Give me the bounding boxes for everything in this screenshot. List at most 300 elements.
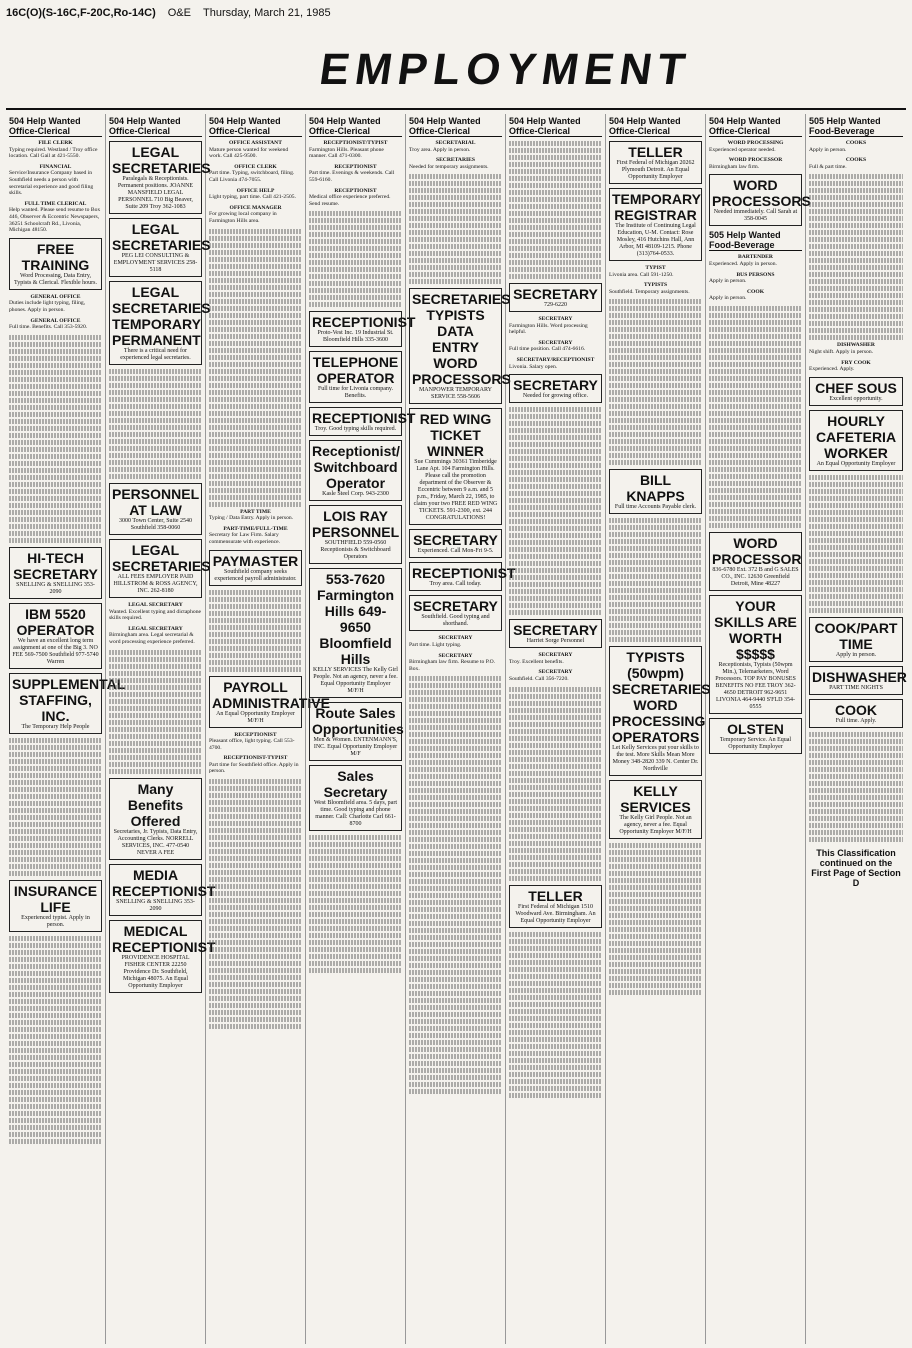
- ad-title: WORD PROCESSOR: [728, 157, 783, 164]
- display-ad-text: Troy. Good typing skills required.: [314, 426, 397, 433]
- display-ad-title: TELLER: [528, 887, 583, 904]
- display-ad-text: The Kelly Girl People. Not an agency, never a fee. Equal Opportunity Employer M/F/H: [619, 815, 692, 836]
- issue-date: Thursday, March 21, 1985: [202, 7, 331, 19]
- ad-text: Mature person wanted for weekend work. Call 425-9500.: [209, 146, 289, 160]
- display-ad-text: West Bloomfield area. 5 days, part time. Good typing and phone manner. Call: Charlotte Carl 661-8700: [314, 800, 397, 828]
- display-ad-text: First Federal of Michigan 20262 Plymouth Detroit. An Equal Opportunity Employer: [616, 160, 695, 180]
- ad-title: BARTENDER: [738, 254, 773, 261]
- ad-text: Pleasant office, light typing. Call 553-4700.: [209, 738, 295, 751]
- ad-text: Farmington Hills. Pleasant phone manner. Call 471-0300.: [309, 146, 384, 160]
- display-ad-text: ALL FEES EMPLOYER PAID HILLSTROM & ROSS AGENCY, INC. 262-8180: [113, 574, 198, 594]
- display-ad: [9, 603, 102, 669]
- ad-text: Part time. Light typing.: [409, 641, 462, 648]
- classified-ad: [109, 602, 202, 622]
- display-ad-title: HI-TECH SECRETARY: [13, 549, 98, 582]
- classified-ad: [809, 342, 903, 355]
- display-ad-text: Secretaries, Jr. Typists, Data Entry, Accounting Clerks. NORRELL SERVICES, INC. 477-0540 NEVER A FEE: [113, 828, 198, 856]
- ad-text: Birmingham law firm.: [709, 163, 760, 170]
- page-folio: 16C(O)(S-16C,F-20C,Ro-14C): [6, 7, 156, 19]
- display-ad: [609, 141, 702, 184]
- ad-text: Experienced operator needed.: [709, 146, 776, 153]
- ad-text: Experienced. Apply.: [809, 366, 855, 373]
- display-ad-text: Kasle Steel Corp. 943-2300: [322, 491, 389, 498]
- ad-text: Part time. Typing, switchboard, filing. Call Livonia 474-7055.: [209, 170, 295, 183]
- ad-title: GENERAL OFFICE: [30, 293, 81, 300]
- display-ad-text: Southfield. Good typing and shorthand.: [421, 614, 490, 628]
- display-ad: [609, 188, 702, 261]
- display-ad: [609, 646, 711, 776]
- ad-title: RECEPTIONIST/TYPIST: [323, 140, 388, 146]
- column-heading: 504 Help Wanted Office-Clerical: [409, 116, 502, 137]
- classified-ad: [9, 140, 102, 160]
- classified-ad: [109, 626, 202, 646]
- display-ad-text: SNELLING & SNELLING 353-2090: [16, 581, 95, 595]
- ad-text: Typing required. Westland / Troy office location. Call Gail at 421-5550.: [9, 146, 98, 160]
- ad-text: Apply in person.: [709, 278, 747, 285]
- display-ad-title: LEGAL SECRETARIES: [112, 144, 211, 176]
- display-ad: [609, 469, 702, 514]
- display-ad-title: TEMPORARY REGISTRAR: [612, 191, 701, 223]
- ad-title: SECRETARY: [438, 652, 473, 659]
- display-ad: [109, 539, 211, 598]
- display-ad-title: BILL KNAPPS: [626, 472, 685, 505]
- display-ad: [309, 440, 402, 501]
- ad-text: Livonia area. Call 591-1250.: [609, 271, 674, 278]
- ad-title: SECRETARIES: [435, 157, 476, 164]
- ad-title: DISHWASHER: [837, 342, 875, 349]
- ad-title: LEGAL SECRETARY: [128, 602, 183, 608]
- column-1: [6, 114, 126, 1344]
- display-ad: [309, 407, 416, 436]
- ad-text: Wanted. Excellent typing and dictaphone skills required.: [109, 608, 201, 622]
- ad-text: Typing / Data Entry. Apply in person.: [209, 515, 294, 522]
- display-ad-text: MANPOWER TEMPORARY SERVICE 558-5606: [418, 387, 493, 401]
- ad-title: COOKS: [845, 140, 867, 146]
- small-print: [209, 779, 302, 1029]
- classified-ad: [809, 360, 903, 373]
- display-ad-title: LEGAL SECRETARIES: [112, 542, 211, 574]
- ad-title: COOK: [746, 288, 765, 295]
- display-ad: [109, 920, 216, 993]
- classified-ad: [609, 265, 702, 278]
- display-ad: [309, 351, 402, 403]
- ad-text: Needed for temporary assignments.: [409, 163, 489, 170]
- ad-text: Apply in person.: [809, 146, 847, 153]
- classified-ad: [209, 188, 302, 201]
- display-ad-text: Southfield company seeks experienced payroll administrator.: [214, 568, 297, 582]
- display-ad-text: Paralegals & Receptionists. Permanent positions. JOANNE MANSFIELD LEGAL PERSONNEL 710 Big Beaver, Suite 209 Troy 362-1083: [117, 176, 194, 210]
- display-ad-text: 836-6780 Ext. 372 B and G SALES CO., INC. 12630 Greenfield Detroit, Mine 48227: [712, 566, 799, 587]
- classified-ad: [509, 357, 602, 370]
- small-print: [209, 229, 302, 507]
- display-ad-title: SECRETARY: [413, 532, 498, 549]
- display-ad: [809, 377, 903, 406]
- display-ad-text: Temporary Service. An Equal Opportunity Employer: [719, 736, 792, 750]
- display-ad-text: Full time Accounts Payable clerk.: [614, 504, 697, 511]
- column-heading: 505 Help Wanted Food-Beverage: [709, 230, 802, 251]
- small-print: [609, 843, 702, 995]
- display-ad: [509, 374, 602, 403]
- classified-ad: [309, 188, 402, 208]
- display-ad-text: First Federal of Michigan 1510 Woodward Ave. Birmingham. An Equal Opportunity Employer: [515, 903, 596, 924]
- ad-text: Full time. Benefits. Call 353-5920.: [9, 324, 88, 331]
- display-ad-text: There is a critical need for experienced legal secretaries.: [120, 348, 191, 361]
- display-ad: [309, 311, 416, 347]
- banner-title: EMPLOYMENT: [316, 45, 694, 94]
- ad-text: Troy. Excellent benefits.: [509, 658, 564, 665]
- ad-text: For growing local company in Farmington Hills area.: [209, 211, 277, 224]
- display-ad: [209, 550, 302, 586]
- ad-title: COOKS: [845, 157, 867, 164]
- classified-ad: [9, 201, 102, 234]
- display-ad: [309, 702, 402, 761]
- ad-title: SECRETARY: [438, 635, 473, 642]
- display-ad-text: Experienced. Call Mon-Fri 9-5.: [417, 548, 494, 555]
- display-ad: [709, 595, 802, 714]
- display-ad: [309, 505, 402, 564]
- display-ad-title: CHEF SOUS: [815, 379, 897, 396]
- classified-ad: [509, 669, 602, 682]
- ad-title: WORD PROCESSING: [727, 140, 784, 146]
- ad-text: Full time position. Call 474-6616.: [509, 346, 586, 353]
- ad-title: RECEPTIONIST: [234, 731, 277, 738]
- ad-title: OFFICE CLERK: [234, 163, 277, 170]
- display-ad-text: Harriet Sorge Personnel: [526, 638, 585, 645]
- ad-title: SECRETARY: [538, 669, 573, 676]
- display-ad-text: Sue Cummings 30361 Timberidge Lane Apt. 104 Farmington Hills. Please call the promotion department of the Observer & Eccentric between 9 a.m. and 5 p.m., Friday, March 22, 1985, to claim your two FREE RED WING TICKETS. 591-2300, ext. 244 CONGRATULATIONS!: [413, 459, 498, 522]
- ad-title: TYPIST: [645, 265, 666, 271]
- ad-title: FULL TIME CLERICAL: [24, 200, 87, 207]
- display-ad-title: SECRETARY: [413, 598, 498, 615]
- ad-title: PART-TIME/FULL-TIME: [223, 525, 288, 532]
- classified-ad: [509, 652, 602, 665]
- small-print: [809, 174, 903, 340]
- display-ad-title: RECEPTIONIST: [312, 314, 416, 331]
- display-ad-title: WORD PROCESSOR: [712, 534, 802, 567]
- display-ad-text: Let Kelly Services put your skills to the test. More Skills Mean More Money 348-2820 339 N. Center Dr. Northville: [612, 745, 699, 773]
- display-ad-title: TELEPHONE OPERATOR: [312, 354, 399, 387]
- display-ad-title: Receptionist/ Switchboard Operator: [312, 443, 400, 492]
- classified-ad: [709, 254, 802, 267]
- display-ad-title: IBM 5520 OPERATOR: [16, 605, 95, 638]
- ad-text: Night shift. Apply in person.: [809, 348, 874, 355]
- ad-title: RECEPTIONIST-TYPIST: [223, 755, 288, 762]
- display-ad: [309, 568, 402, 698]
- display-ad-text: An Equal Opportunity Employer M/F/H: [216, 710, 295, 724]
- small-print: [609, 518, 702, 642]
- classified-ad: [409, 653, 502, 673]
- display-ad: [509, 619, 602, 648]
- display-ad-title: OLSTEN: [727, 720, 784, 737]
- classified-ad: [509, 340, 602, 353]
- display-ad-text: PROVIDENCE HOSPITAL FISHER CENTER 22250 Providence Dr. Southfield, Michigan 48075. An Equal Opportunity Employer: [121, 954, 190, 989]
- ad-title: FINANCIAL: [39, 163, 72, 170]
- display-ad-text: SNELLING & SNELLING 353-2090: [116, 898, 195, 912]
- classified-ad: [409, 635, 502, 648]
- display-ad: [809, 666, 907, 695]
- small-print: [309, 211, 402, 307]
- display-ad-title: RECEPTIONIST: [312, 410, 416, 427]
- display-ad-text: KELLY SERVICES The Kelly Girl People. Not an agency, never a fee. Equal Opportunity Employer M/F/H: [313, 667, 398, 695]
- display-ad: [109, 141, 211, 214]
- display-ad-title: RED WING TICKET WINNER: [419, 411, 492, 460]
- display-ad-title: MEDICAL RECEPTIONIST: [112, 922, 216, 955]
- column-heading: 505 Help Wanted Food-Beverage: [809, 116, 903, 137]
- display-ad-text: PEG LEI CONSULTING & EMPLOYMENT SERVICES 258-5118: [113, 253, 198, 273]
- display-ad-text: PART TIME NIGHTS: [829, 684, 883, 691]
- display-ad: [809, 410, 903, 471]
- classified-ad: [609, 282, 702, 295]
- classified-ad: [309, 140, 402, 160]
- display-ad-title: TYPISTS (50wpm) SECRETARIES WORD PROCESSING OPERATORS: [612, 649, 711, 746]
- classified-ad: [409, 157, 502, 170]
- ad-title: SECRETARY: [538, 339, 573, 346]
- ad-text: Medical office experience preferred. Send resume.: [309, 194, 391, 207]
- small-print: [509, 687, 602, 881]
- column-heading: 504 Help Wanted Office-Clerical: [709, 116, 802, 137]
- column-7: [606, 114, 711, 1344]
- classified-ad: [9, 164, 102, 197]
- column-heading: 504 Help Wanted Office-Clerical: [9, 116, 102, 137]
- ad-title: TYPISTS: [643, 282, 668, 289]
- display-ad: [409, 562, 516, 591]
- column-heading: 504 Help Wanted Office-Clerical: [109, 116, 202, 137]
- display-ad-title: YOUR SKILLS ARE WORTH $$$$$: [714, 597, 797, 662]
- ad-text: Southfield. Temporary assignments.: [609, 288, 690, 295]
- column-3: [206, 114, 330, 1344]
- small-print: [109, 369, 202, 479]
- ad-text: Secretary for Law Firm. Salary commensurate with experience.: [209, 532, 280, 545]
- display-ad-text: Full time. Apply.: [835, 717, 877, 724]
- display-ad: [409, 288, 511, 404]
- ad-text: Duties include light typing, filing, phones. Apply in person.: [9, 300, 86, 313]
- display-ad: [9, 880, 102, 932]
- column-4: [306, 114, 416, 1344]
- display-ad-title: Many Benefits Offered: [127, 780, 184, 829]
- ad-text: Part time. Evenings & weekends. Call 559-6160.: [309, 170, 395, 183]
- display-ad-text: SOUTHFIELD 559-0560 Receptionists & Switchboard Operators: [320, 540, 391, 561]
- display-ad-title: SECRETARY: [513, 286, 598, 302]
- display-ad-title: LEGAL SECRETARIES: [112, 221, 211, 253]
- display-ad-title: MEDIA RECEPTIONIST: [112, 866, 216, 899]
- classified-ad: [809, 157, 903, 170]
- display-ad-title: HOURLY CAFETERIA WORKER: [815, 412, 897, 461]
- ad-text: Full & part time.: [809, 163, 847, 170]
- ad-text: Experienced. Apply in person.: [709, 260, 777, 267]
- display-ad-title: SECRETARY: [513, 377, 598, 394]
- classified-columns: [6, 114, 906, 1344]
- classified-ad: [209, 205, 302, 225]
- ad-text: Birmingham area. Legal secretarial & word processing experience preferred.: [109, 632, 195, 645]
- red-wing-promo: [409, 408, 502, 525]
- classified-ad: [309, 164, 402, 184]
- display-ad: [509, 885, 602, 928]
- display-ad-text: An Equal Opportunity Employer: [816, 460, 896, 467]
- display-ad-text: Experienced typist. Apply in person.: [21, 914, 90, 928]
- display-ad: [309, 765, 402, 831]
- ad-text: Part time for Southfield office. Apply in person.: [209, 761, 299, 775]
- display-ad-text: Proto-Vest Inc. 19 Industrial St. Bloomfield Hills 335-3600: [317, 330, 394, 344]
- display-ad: [109, 483, 202, 535]
- classified-ad: [809, 140, 903, 153]
- small-print: [609, 299, 702, 465]
- display-ad-title: SUPPLEMENTAL STAFFING, INC.: [12, 675, 126, 724]
- classified-ad: [209, 509, 302, 522]
- display-ad-text: Troy area. Call today.: [429, 581, 482, 588]
- display-ad-title: 553-7620 Farmington Hills 649-9650 Bloomfield Hills: [317, 571, 394, 668]
- display-ad: [109, 281, 211, 365]
- display-ad: [409, 529, 502, 558]
- column-9: [806, 114, 906, 1344]
- display-ad-title: PERSONNEL AT LAW: [112, 486, 200, 518]
- small-print: [509, 141, 602, 279]
- display-ad: [209, 676, 330, 728]
- ad-title: RECEPTIONIST: [334, 187, 377, 194]
- continued-note: This Classification continued on the First Page of Section D: [811, 847, 901, 888]
- ad-title: RECEPTIONIST: [334, 163, 377, 170]
- display-ad-title: Route Sales Opportunities: [312, 705, 404, 738]
- display-ad: [109, 864, 216, 916]
- small-print: [809, 732, 903, 842]
- display-ad-title: WORD PROCESSORS: [712, 177, 811, 210]
- display-ad: [9, 673, 126, 734]
- ad-text: Southfield. Call 356-7220.: [509, 675, 569, 682]
- display-ad-text: 729-6220: [544, 302, 567, 308]
- display-ad-title: LOIS RAY PERSONNEL: [312, 508, 400, 541]
- small-print: [309, 835, 402, 973]
- ad-title: SECRETARIAL: [435, 140, 476, 146]
- display-ad: [109, 218, 211, 277]
- display-ad-text: 3000 Town Center, Suite 2540 Southfield 358-0060: [118, 518, 193, 531]
- ad-title: SECRETARY: [538, 652, 573, 659]
- page-header: [6, 4, 906, 22]
- display-ad-title: KELLY SERVICES: [620, 783, 691, 816]
- display-ad-text: Excellent opportunity.: [829, 395, 883, 402]
- display-ad-title: PAYROLL ADMINISTRATIVE: [212, 678, 330, 711]
- column-5: [406, 114, 516, 1344]
- display-ad-title: RECEPTIONIST: [412, 565, 516, 582]
- display-ad-text: Full time for Livonia company. Benefits.: [317, 386, 394, 400]
- classified-ad: [209, 164, 302, 184]
- classified-ad: [9, 294, 102, 314]
- small-print: [9, 936, 102, 1144]
- classified-ad: [509, 316, 602, 336]
- ad-title: PART TIME: [240, 508, 271, 515]
- display-ad-title: INSURANCE LIFE: [13, 882, 98, 915]
- display-ad-title: COOK: [835, 701, 877, 718]
- column-heading: 504 Help Wanted Office-Clerical: [209, 116, 302, 137]
- column-heading: 504 Help Wanted Office-Clerical: [309, 116, 402, 137]
- classified-ad: [709, 272, 802, 285]
- display-ad: [409, 595, 502, 631]
- small-print: [209, 590, 302, 672]
- display-ad-text: Men & Women. ENTENMANN'S, INC. Equal Opportunity Employer M/F: [313, 737, 398, 758]
- ad-text: Help wanted. Please send resume to Box 446, Observer & Eccentric Newspapers, 36251 Schoolcraft Rd., Livonia, Michigan 48150.: [9, 207, 101, 234]
- ad-title: BUS PERSONS: [736, 271, 775, 278]
- small-print: [9, 335, 102, 543]
- display-ad-title: TELLER: [628, 144, 683, 160]
- display-ad-title: LEGAL SECRETARIES TEMPORARY PERMANENT: [112, 284, 211, 348]
- ad-title: SECRETARY/RECEPTIONIST: [516, 356, 595, 363]
- classified-ad: [209, 755, 302, 775]
- ad-text: Light typing, part time. Call 421-2505.: [209, 194, 297, 201]
- ad-text: Apply in person.: [709, 295, 747, 302]
- display-ad-text: The Institute of Continuing Legal Education, U-M. Contact: Rose Mosley, 416 Hutchins Hall, Ann Arbor, MI 48109-1215. Phone (313)764-0533.: [615, 223, 696, 257]
- ad-text: Farmington Hills. Word processing helpful.: [509, 322, 588, 336]
- display-ad: [109, 778, 202, 860]
- column-8: [706, 114, 811, 1344]
- small-print: [409, 174, 502, 284]
- section-banner: [200, 40, 810, 100]
- display-ad: [509, 283, 602, 312]
- display-ad-title: DISHWASHER: [812, 668, 907, 685]
- display-ad: [709, 532, 802, 591]
- ad-text: Birmingham law firm. Resume to P.O. Box.: [409, 659, 496, 672]
- ad-title: FRY COOK: [841, 359, 871, 366]
- display-ad: [9, 547, 102, 599]
- display-ad-text: The Temporary Help People: [21, 723, 90, 730]
- banner-rule: [6, 108, 906, 110]
- ad-title: LEGAL SECRETARY: [128, 625, 183, 632]
- display-ad: [809, 699, 903, 728]
- small-print: [9, 738, 102, 876]
- column-6: [506, 114, 606, 1344]
- classified-ad: [709, 289, 802, 302]
- display-ad-title: Sales Secretary: [323, 768, 388, 801]
- ad-text: Troy area. Apply in person.: [409, 146, 471, 153]
- classified-ad: [209, 732, 302, 752]
- display-ad-title: SECRETARIES TYPISTS DATA ENTRY WORD PROCESSORS: [412, 291, 511, 388]
- display-ad-text: Receptionists, Typists (50wpm Min.), Telemarketers, Word Processors. TOP PAY BONUSES BENEFITS NO FEE TROY 362-4650 DETROIT 962-9651 LIVONIA 464-9440 S'FLD 354-0555: [715, 661, 796, 710]
- column-heading: 504 Help Wanted Office-Clerical: [509, 116, 602, 137]
- display-ad-text: We have an excellent long term assignment at one of the Big 3. NO FEE 569-7500 Southfield 977-5740 Warren: [12, 637, 99, 665]
- display-ad-title: PAYMASTER: [212, 552, 299, 569]
- ad-title: GENERAL OFFICE: [30, 317, 81, 324]
- display-ad-text: Word Processing, Data Entry, Typists & Clerical. Flexible hours.: [14, 272, 97, 286]
- classified-ad: [9, 318, 102, 331]
- display-ad: [709, 718, 802, 754]
- small-print: [509, 407, 602, 615]
- display-ad-text: Apply in person.: [835, 651, 877, 658]
- display-ad: [9, 238, 102, 290]
- classified-ad: [709, 140, 802, 153]
- small-print: [509, 932, 602, 1098]
- small-print: [109, 650, 202, 774]
- display-ad-title: SECRETARY: [513, 622, 598, 639]
- display-ad-title: FREE TRAINING: [21, 240, 90, 273]
- column-2: [106, 114, 216, 1344]
- display-ad: [609, 780, 702, 839]
- classified-ad: [209, 526, 302, 546]
- ad-text: Service/Insurance Company based in Southfield needs a person with secretarial experience and good filing skills.: [9, 170, 94, 197]
- ad-title: FILE CLERK: [38, 140, 73, 146]
- small-print: [409, 676, 502, 1094]
- ad-text: Livonia. Salary open.: [509, 363, 558, 370]
- column-heading: 504 Help Wanted Office-Clerical: [609, 116, 702, 137]
- small-print: [709, 306, 802, 528]
- display-ad: [809, 617, 903, 662]
- classified-ad: [209, 140, 302, 160]
- small-print: [809, 475, 903, 613]
- ad-title: OFFICE ASSISTANT: [229, 140, 282, 146]
- display-ad-title: COOK/PART TIME: [814, 619, 898, 652]
- display-ad-text: Needed for growing office.: [522, 393, 589, 400]
- paper-name: O&E: [167, 7, 191, 19]
- display-ad-text: Needed immediately. Call Sarah at 358-0045: [713, 209, 798, 223]
- classified-ad: [409, 140, 502, 153]
- classified-ad: [709, 157, 802, 170]
- ad-title: OFFICE HELP: [236, 187, 275, 194]
